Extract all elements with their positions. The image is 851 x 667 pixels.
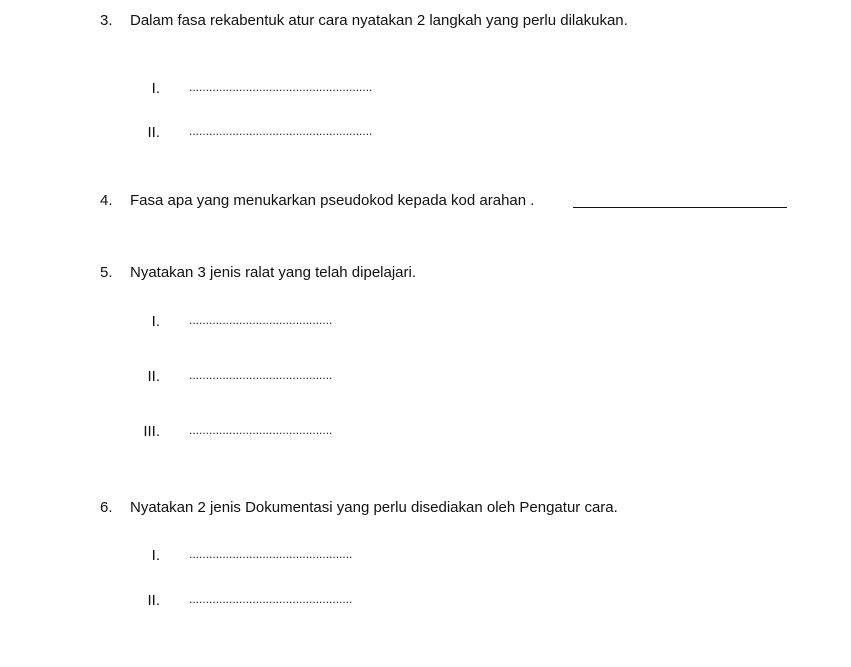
roman-numeral: I. bbox=[151, 80, 160, 97]
answer-blank[interactable]: ........................................... bbox=[189, 313, 333, 327]
question-number: 3. bbox=[100, 12, 113, 29]
roman-numeral: II. bbox=[147, 592, 160, 609]
answer-underline[interactable] bbox=[573, 207, 787, 208]
answer-blank[interactable]: ................................................. bbox=[189, 592, 353, 606]
question-text: Nyatakan 3 jenis ralat yang telah dipelajari. bbox=[130, 264, 417, 281]
answer-blank[interactable]: ........................................... bbox=[189, 368, 333, 382]
question-text: Dalam fasa rekabentuk atur cara nyatakan 2 langkah yang perlu dilakukan. bbox=[130, 12, 628, 29]
roman-numeral: II. bbox=[147, 368, 160, 385]
question-number: 6. bbox=[100, 499, 113, 516]
question-number: 5. bbox=[100, 264, 113, 281]
roman-numeral: II. bbox=[147, 124, 160, 141]
question-text: Nyatakan 2 jenis Dokumentasi yang perlu disediakan oleh Pengatur cara. bbox=[130, 499, 618, 516]
answer-blank[interactable]: ....................................................... bbox=[189, 124, 373, 138]
answer-blank[interactable]: ....................................................... bbox=[189, 80, 373, 94]
roman-numeral: I. bbox=[151, 313, 160, 330]
answer-blank[interactable]: ........................................... bbox=[189, 423, 333, 437]
roman-numeral: I. bbox=[151, 547, 160, 564]
answer-blank[interactable]: ................................................. bbox=[189, 547, 353, 561]
question-number: 4. bbox=[100, 192, 113, 209]
roman-numeral: III. bbox=[143, 423, 160, 440]
question-text: Fasa apa yang menukarkan pseudokod kepada kod arahan . bbox=[130, 192, 535, 209]
